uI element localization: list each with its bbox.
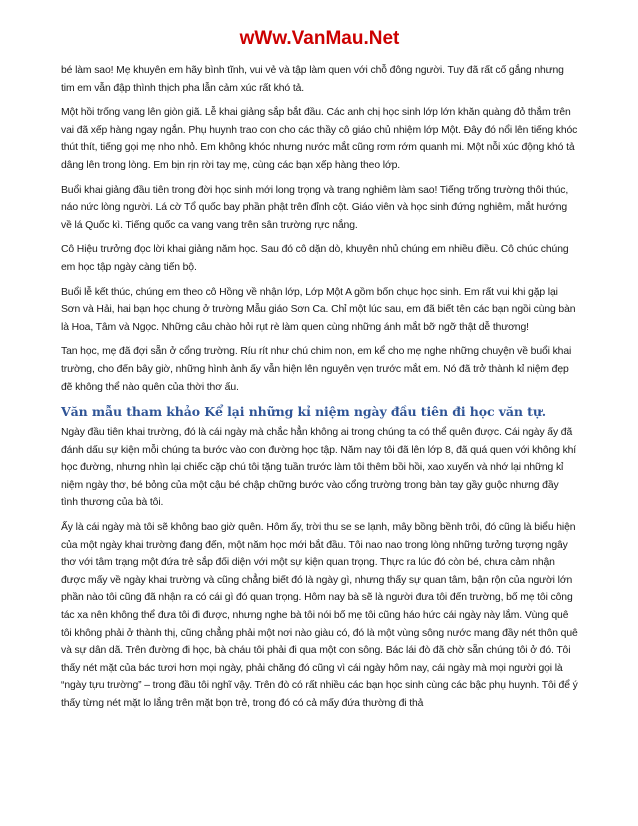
paragraph: Buổi khai giảng đầu tiên trong đời học sinh mới long trọng và trang nghiêm làm sao! Tiếng trống trường thôi thúc, náo nức lòng người. Lá cờ Tổ quốc bay phần phật trên đỉnh cột. Giáo viên và học sinh đứng nghiêm, mắt hướng về lá Quốc kì. Tiếng quốc ca vang vang trên sân trường rực nắng. — [61, 184, 569, 231]
site-header: wWw.VanMau.Net — [239, 28, 400, 49]
paragraph-group-bottom — [61, 424, 578, 713]
paragraph: Ngày đầu tiên khai trường, đó là cái ngày mà chắc hẳn không ai trong chúng ta có thể quên được. Cái ngày ấy đã đánh dấu sự kiện mỗi chúng ta bước vào con đường học tập. Năm nay tôi đã lên lớp 8, đã quá quen với không khí học đường, nhưng nhìn lại chiếc cặp chú tôi tặng tuần trước làm tôi thêm bồi hồi, xao xuyến và nhớ lại những kỉ niệm ngày thơ, bé bỏng của một cậu bé chập chững bước vào cổng trường trong bàn tay gầy guộc nhưng đầy tình thương của bà tôi. — [61, 427, 577, 509]
paragraph: Tan học, mẹ đã đợi sẵn ở cổng trường. Ríu rít như chú chim non, em kể cho mẹ nghe những chuyện về buổi khai trường, cho đến bây giờ, những hình ảnh ấy vẫn hiện lên nguyên vẹn trước mắt em. Nó đã trở thành kỉ niệm đẹp đẽ không thể nào quên của thời thơ ấu. — [61, 346, 572, 393]
paragraph: Một hồi trống vang lên giòn giã. Lễ khai giảng sắp bắt đầu. Các anh chị học sinh lớp lớn khăn quàng đỏ thắm trên vai đã xếp hàng ngay ngắn. Phụ huynh trao con cho các thầy cô giáo chủ nhiệm lớp Một. Đây đó nổi lên tiếng khóc thút thít, tiếng gọi mẹ nho nhỏ. Em không khóc nhưng nước mắt cũng rơm rớm quanh mi. Một nỗi xúc động khó tả dâng lên trong lòng. Em bịn rịn rời tay mẹ, cùng các bạn xếp hàng theo lớp. — [61, 107, 578, 171]
paragraph: Ấy là cái ngày mà tôi sẽ không bao giờ quên. Hôm ấy, trời thu se se lạnh, mây bồng bềnh trôi, đó cũng là biểu hiện của một ngày khai trường đang đến, một năm học mới bắt đầu. Tôi nao nao trong lòng những tưởng tượng ngây thơ với tâm trạng một đứa trẻ sắp đối diện với một sự kiện quan trọng. Thực ra lúc đó còn bé, chưa cảm nhận được mấy về ngày khai trường và cũng chẳng biết đó là ngày gì, nhưng thấy sự quan tâm, bận rộn của người lớn phần nào tôi cũng đã nhận ra có cái gì đó quan trọng. Hôm nay bà sẽ là người đưa tôi đến trường, bố mẹ tôi công tác xa nên không thể đưa tôi đi được, nhưng nghe bà tôi nói bố mẹ tôi cũng háo hức cái ngày này lắm. Vùng quê tôi không phải ở thành thị, cũng chẳng phải một nơi nào giàu có, đó là một vùng sông nước mang đầy nét thôn quê và sự dân dã. Trên đường đi học, bà cháu tôi phải đi qua một con sông. Bác lái đò đã chờ sẵn chúng tôi ở đó. Tôi thấy nét mặt của bác tươi hơn mọi ngày, phải chăng đó cũng vì cái ngày hôm nay, cái ngày mà mọi người gọi là “ngày tựu trường” – trong đầu tôi nghĩ vậy. Trên đò có rất nhiều các bạn học sinh cùng các bậc phụ huynh. Tôi để ý thấy từng nét mặt lo lắng trên mặt bọn trẻ, trong đó có cả mấy đứa thường đi thả — [61, 522, 578, 709]
paragraph-group-top — [61, 62, 578, 396]
section-heading: Văn mẫu tham khảo Kể lại những kỉ niệm ngày đầu tiên đi học văn tự. — [61, 404, 547, 420]
paragraph: Buổi lễ kết thúc, chúng em theo cô Hồng về nhận lớp, Lớp Một A gồm bốn chục học sinh. Em rất vui khi gặp lại Sơn và Hải, hai bạn học chung ở trường Mẫu giáo Sơn Ca. Chỉ một lúc sau, em đã biết tên các bạn ngồi cùng bàn là Hoa, Tâm và Ngọc. Những câu chào hỏi rụt rè làm quen cùng những ánh mắt bỡ ngỡ thật dễ thương! — [61, 286, 576, 333]
paragraph: bé làm sao! Mẹ khuyên em hãy bình tĩnh, vui vẻ và tập làm quen với chỗ đông người. Tuy đã rất cố gắng nhưng tim em vẫn đập thình thịch pha lẫn cảm xúc rất khó tả. — [61, 65, 564, 94]
paragraph: Cô Hiệu trưởng đọc lời khai giảng năm học. Sau đó cô dặn dò, khuyên nhủ chúng em nhiều điều. Cô chúc chúng em học tập ngày càng tiến bộ. — [61, 244, 569, 273]
